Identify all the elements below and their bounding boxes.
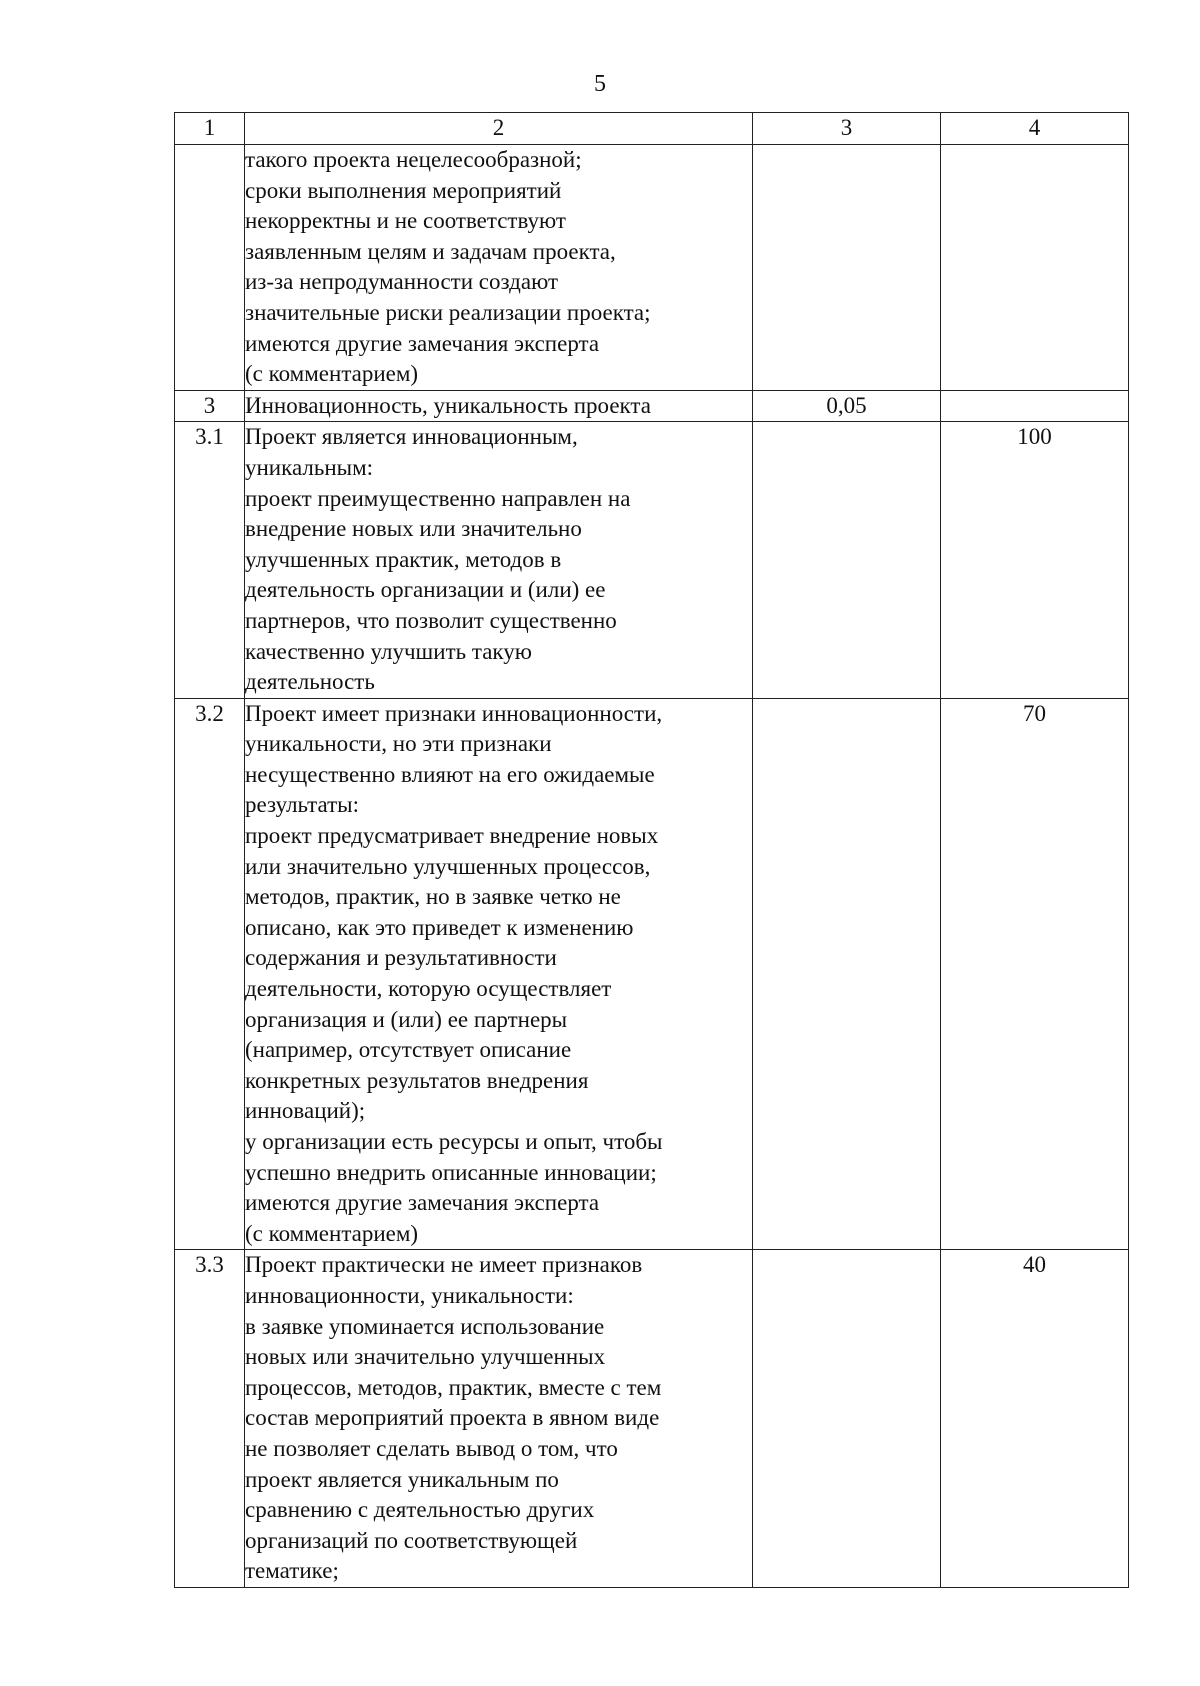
header-cell-col4: 4 (941, 113, 1129, 145)
criterion-text-cell (245, 698, 753, 1250)
score-cell (941, 145, 1129, 391)
row-number-cell (175, 145, 245, 391)
criterion-text-line: организаций по соответствующей (245, 1527, 578, 1553)
criterion-text-line: Проект является инновационным, (245, 424, 578, 450)
weight-cell (753, 698, 941, 1250)
row-number-cell: 3 (175, 390, 245, 422)
header-cell-col1: 1 (175, 113, 245, 145)
criterion-text-line: (с комментарием) (245, 361, 419, 387)
criterion-text-line: тематике; (245, 1558, 339, 1584)
criterion-text-line: имеются другие замечания эксперта (245, 330, 600, 356)
table-row (175, 422, 1129, 698)
criterion-text-line: конкретных результатов внедрения (245, 1067, 589, 1093)
criterion-text-line: успешно внедрить описанные инновации; (245, 1159, 657, 1185)
criterion-text-line: деятельность организации и (или) ее (245, 577, 606, 603)
criterion-text-line: партнеров, что позволит существенно (245, 607, 617, 633)
criterion-text-line: состав мероприятий проекта в явном виде (245, 1405, 660, 1431)
table-row (175, 698, 1129, 1250)
header-cell-col3: 3 (753, 113, 941, 145)
row-number-cell: 3.3 (175, 1250, 245, 1588)
criteria-table (174, 112, 1129, 1588)
criterion-text-line: Инновационность, уникальность проекта (245, 392, 651, 418)
criterion-text-line: (с комментарием) (245, 1220, 419, 1246)
criterion-text-line: из-за непродуманности создают (245, 269, 558, 295)
table-row (175, 145, 1129, 391)
criterion-text-line: содержания и результативности (245, 945, 557, 971)
criterion-text-cell (245, 390, 753, 422)
criterion-text-line: некорректны и не соответствуют (245, 208, 566, 234)
criterion-text-line: не позволяет сделать вывод о том, что (245, 1435, 618, 1461)
criterion-text-line: проект является уникальным по (245, 1466, 559, 1492)
criterion-text-line: улучшенных практик, методов в (245, 546, 562, 572)
criterion-text-line: деятельность (245, 669, 375, 695)
score-cell: 70 (941, 698, 1129, 1250)
row-number-cell: 3.2 (175, 698, 245, 1250)
criterion-text-line: инновационности, уникальности: (245, 1282, 574, 1308)
criterion-text-line: сроки выполнения мероприятий (245, 177, 562, 203)
criterion-text-line: деятельности, которую осуществляет (245, 976, 612, 1002)
criterion-text-line: в заявке упоминается использование (245, 1313, 605, 1339)
criterion-text-line: у организации есть ресурсы и опыт, чтобы (245, 1129, 663, 1154)
criterion-text-line: имеются другие замечания эксперта (245, 1190, 600, 1216)
criterion-text-cell (245, 1250, 753, 1588)
criterion-text-line: уникальности, но эти признаки (245, 731, 552, 757)
criterion-text-line: несущественно влияют на его ожидаемые (245, 761, 655, 787)
weight-cell (753, 422, 941, 698)
score-cell: 100 (941, 422, 1129, 698)
criterion-text-line: заявленным целям и задачам проекта, (245, 238, 616, 264)
criterion-text-line: или значительно улучшенных процессов, (245, 853, 651, 879)
criterion-text-line: проект предусматривает внедрение новых (245, 823, 659, 849)
criterion-text-line: процессов, методов, практик, вместе с тем (245, 1374, 662, 1400)
row-number-cell: 3.1 (175, 422, 245, 698)
page-number: 5 (594, 71, 606, 97)
criterion-text-line: организация и (или) ее партнеры (245, 1006, 568, 1032)
criterion-text-line: описано, как это приведет к изменению (245, 914, 634, 940)
criterion-text-line: методов, практик, но в заявке четко не (245, 884, 621, 910)
criterion-text-cell (245, 145, 753, 391)
weight-cell (753, 1250, 941, 1588)
criterion-text-line: внедрение новых или значительно (245, 516, 582, 542)
criterion-text-line: качественно улучшить такую (245, 638, 532, 664)
criterion-text-line: значительные риски реализации проекта; (245, 299, 651, 325)
header-cell-col2: 2 (245, 113, 753, 145)
score-cell (941, 390, 1129, 422)
criterion-text-line: проект преимущественно направлен на (245, 485, 631, 511)
criterion-text-cell (245, 422, 753, 698)
criterion-text-line: новых или значительно улучшенных (245, 1344, 606, 1370)
criterion-text-line: инноваций); (245, 1098, 366, 1124)
score-cell: 40 (941, 1250, 1129, 1588)
weight-cell: 0,05 (753, 390, 941, 422)
criterion-text-line: (например, отсутствует описание (245, 1037, 572, 1063)
table-header-row (175, 113, 1129, 145)
criterion-text-line: уникальным: (245, 454, 374, 480)
criterion-text-line: сравнению с деятельностью других (245, 1497, 595, 1523)
criterion-text-line: Проект практически не имеет признаков (245, 1252, 643, 1278)
criterion-text-line: такого проекта нецелесообразной; (245, 147, 582, 172)
table-row (175, 390, 1129, 422)
criterion-text-line: результаты: (245, 792, 360, 818)
weight-cell (753, 145, 941, 391)
table-row (175, 1250, 1129, 1588)
criterion-text-line: Проект имеет признаки инновационности, (245, 700, 663, 726)
